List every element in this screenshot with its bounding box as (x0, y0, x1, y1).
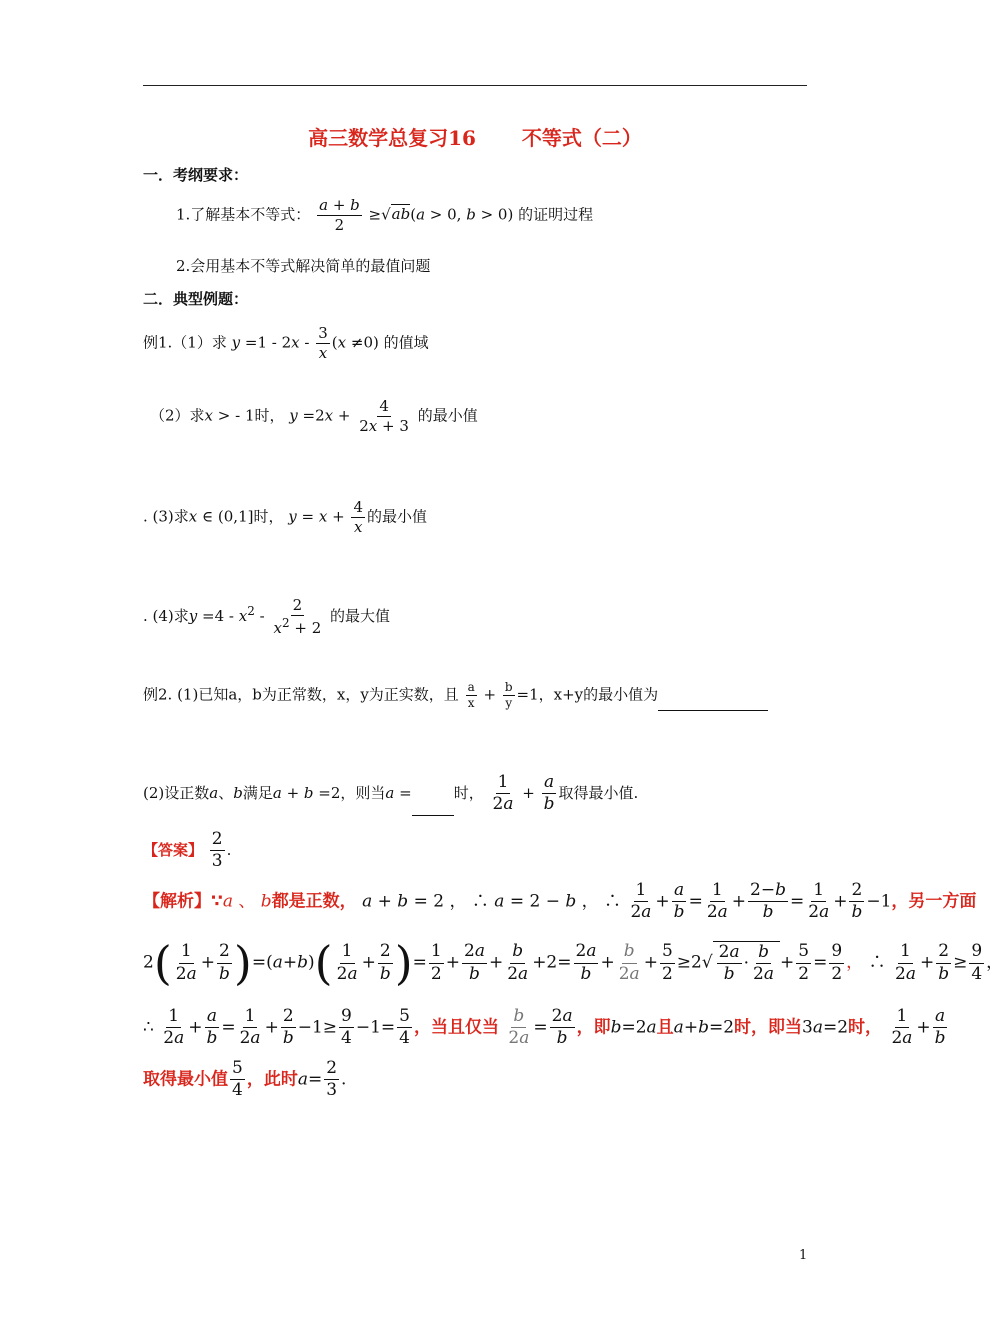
formula-1-over-2a: $\frac{1}{2a}$ (492, 772, 514, 815)
analysis-line-3: ∴ $\frac{1}{2a}$ + $\frac{a}{b}$ = $\frac{1}{2a}$ + $\frac{2}{b}$ −1≥ $\frac{9}{4}$ −1= $\frac{5}{4}$ ，当且仅当 $\frac{b}{2a}$ = $\frac{2a}{b}$ ，即b=2a且a+b=2时，即当3a=2时， $\frac{1}{2a}$ + $\frac{a}{b}$ (143, 1006, 946, 1049)
answer-line: 【答案】 $\frac{2}{3}$ . (143, 829, 232, 872)
example-1-4: . (4)求$y =4 - x^2$ - $\frac{2}{x^2 + 2}$ 的最大值 (143, 596, 391, 637)
analysis-label: 【解析】 (143, 891, 211, 912)
example-2-2-and: 、 (218, 783, 234, 802)
analysis-positive: 都是正数， (271, 891, 357, 912)
section-syllabus-heading: 一．考纲要求： (143, 166, 249, 184)
requirement-1: 1.了解基本不等式： $\frac{a + b}{2}$ ≥√ab(a > 0, b > 0) 的证明过程 (176, 196, 594, 234)
example-1-1-suffix: 的值域 (383, 333, 429, 352)
example-1-3-condition: 时， (253, 507, 284, 526)
example-2-1-text: =1，x+y的最小值为 (516, 685, 659, 704)
section-examples-heading: 二．典型例题： (143, 290, 249, 308)
formula-3-over-x: $\frac{3}{x}$ (318, 324, 328, 362)
answer-value-2-over-3: $\frac{2}{3}$ (211, 829, 223, 872)
example-1-2-suffix: 的最小值 (417, 406, 478, 425)
analysis-line-2: 2( $\frac{1}{2a}$ + $\frac{2}{b}$ )=(a+b)( $\frac{1}{2a}$ + $\frac{2}{b}$ )= $\frac{1}{2}$ + $\frac{2a}{b}$ + $\frac{b}{2a}$ +2= $\frac{2a}{b}$ + $\frac{b}{2a}$ + $\frac{5}{2}$ ≥2√ $\frac{2a}{b}$ · $\frac{b}{2a}$ + $\frac{5}{2}$ = $\frac{9}{2}$ ， ∴ $\frac{1}{2a}$ + $\frac{2}{b}$ ≥ $\frac{9}{4}$ ， (143, 936, 1003, 990)
analysis-time2: 时， (848, 1017, 883, 1038)
formula-a-plus-b-over-2: $\frac{a + b}{2}$ (319, 196, 360, 234)
page-title (0, 122, 950, 151)
example-2-2: (2)设正数a、b满足a + b =2，则当a = 时， $\frac{1}{2a}$ + $\frac{a}{b}$ 取得最小值. (143, 772, 639, 815)
analysis-and: 且 (656, 1017, 674, 1038)
requirement-1-suffix: 的证明过程 (518, 205, 594, 224)
formula-2-over-x2-plus-2: $\frac{2}{x^2 + 2}$ (273, 596, 322, 637)
formula-a-over-x: $\frac{a}{x}$ (467, 680, 475, 710)
frac-2-over-b: $\frac{2}{b}$ (851, 880, 863, 923)
analysis-when-time: 时，即当 (734, 1017, 803, 1038)
analysis-line-1: 【解析】∵a 、 b都是正数， a + b = 2 ， ∴ a = 2 − b ， ∴ $\frac{1}{2a}$ + $\frac{a}{b}$ = $\frac{1}{2a}$ + $\frac{2-b}{b}$ = $\frac{1}{2a}$ + $\frac{2}{b}$ −1，另一方面 (143, 880, 977, 923)
example-2-1: 例2. (1)已知a，b为正常数，x，y为正实数，且 $\frac{a}{x}$ + $\frac{b}{y}$ =1，x+y的最小值为 (143, 680, 768, 711)
answer-blank-1[interactable] (658, 710, 768, 711)
frac-a-over-b: $\frac{a}{b}$ (673, 880, 685, 923)
example-1-2: （2）求x > - 1时， y =2x + $\frac{4}{2x + 3}$ 的最小值 (150, 397, 478, 435)
frac-1-over-2a-c: $\frac{1}{2a}$ (808, 880, 830, 923)
formula-4-over-x: $\frac{4}{x}$ (353, 498, 363, 536)
example-2-2-satisfy: 满足 (242, 783, 273, 802)
title-part1: 高三数学总复习16 (308, 126, 476, 150)
example-1-2-condition: 时， (254, 406, 285, 425)
example-2-2-when: ，则当 (340, 783, 386, 802)
example-1-1: 例1.（1）求 y =1 - 2x - $\frac{3}{x}$ (x ≠0) 的值域 (143, 324, 429, 362)
answer-label: 【答案】 (143, 840, 204, 859)
example-2-2-time: 时， (453, 783, 484, 802)
example-1-4-suffix: 的最大值 (330, 606, 391, 625)
formula-4-over-2x-plus-3: $\frac{4}{2x + 3}$ (359, 397, 409, 435)
page-number: 1 (799, 1248, 808, 1263)
analysis-on-the-other-hand: 另一方面 (908, 891, 977, 912)
requirement-1-prefix: 1.了解基本不等式： (176, 205, 311, 224)
analysis-iff: 当且仅当 (430, 1017, 499, 1038)
requirement-2: 2.会用基本不等式解决简单的最值问题 (176, 257, 431, 275)
example-1-4-label: . (4)求 (143, 606, 189, 625)
analysis-then: ，此时 (246, 1069, 298, 1090)
analysis-because: ∵ (211, 891, 223, 912)
example-1-3-suffix: 的最小值 (366, 507, 427, 526)
example-2-label: 例2. (1)已知a，b为正常数，x，y为正实数，且 (143, 685, 459, 704)
example-1-3-label: . (3)求 (143, 507, 189, 526)
analysis-min-text: 取得最小值 (143, 1069, 228, 1090)
title-part2: 不等式（二） (521, 126, 642, 150)
example-1-3: . (3)求x ∈ (0,1]时， y = x + $\frac{4}{x}$ 的最小值 (143, 498, 427, 536)
example-2-2-suffix: 取得最小值. (558, 783, 639, 802)
example-1-label: 例1.（1）求 (143, 333, 227, 352)
answer-blank-2[interactable] (412, 815, 454, 816)
formula-b-over-y: $\frac{b}{y}$ (504, 680, 513, 710)
analysis-ie: 即 (593, 1017, 611, 1038)
formula-a-over-b: $\frac{a}{b}$ (543, 772, 555, 815)
frac-1-over-2a: $\frac{1}{2a}$ (630, 880, 652, 923)
analysis-line-4: 取得最小值 $\frac{5}{4}$ ，此时a= $\frac{2}{3}$ . (143, 1058, 347, 1101)
frac-2-minus-b-over-b: $\frac{2-b}{b}$ (750, 880, 786, 923)
header-rule (143, 85, 807, 86)
frac-1-over-2a-b: $\frac{1}{2a}$ (706, 880, 728, 923)
example-1-2-label: （2）求 (150, 406, 205, 425)
example-2-2-label: (2)设正数 (143, 783, 210, 802)
